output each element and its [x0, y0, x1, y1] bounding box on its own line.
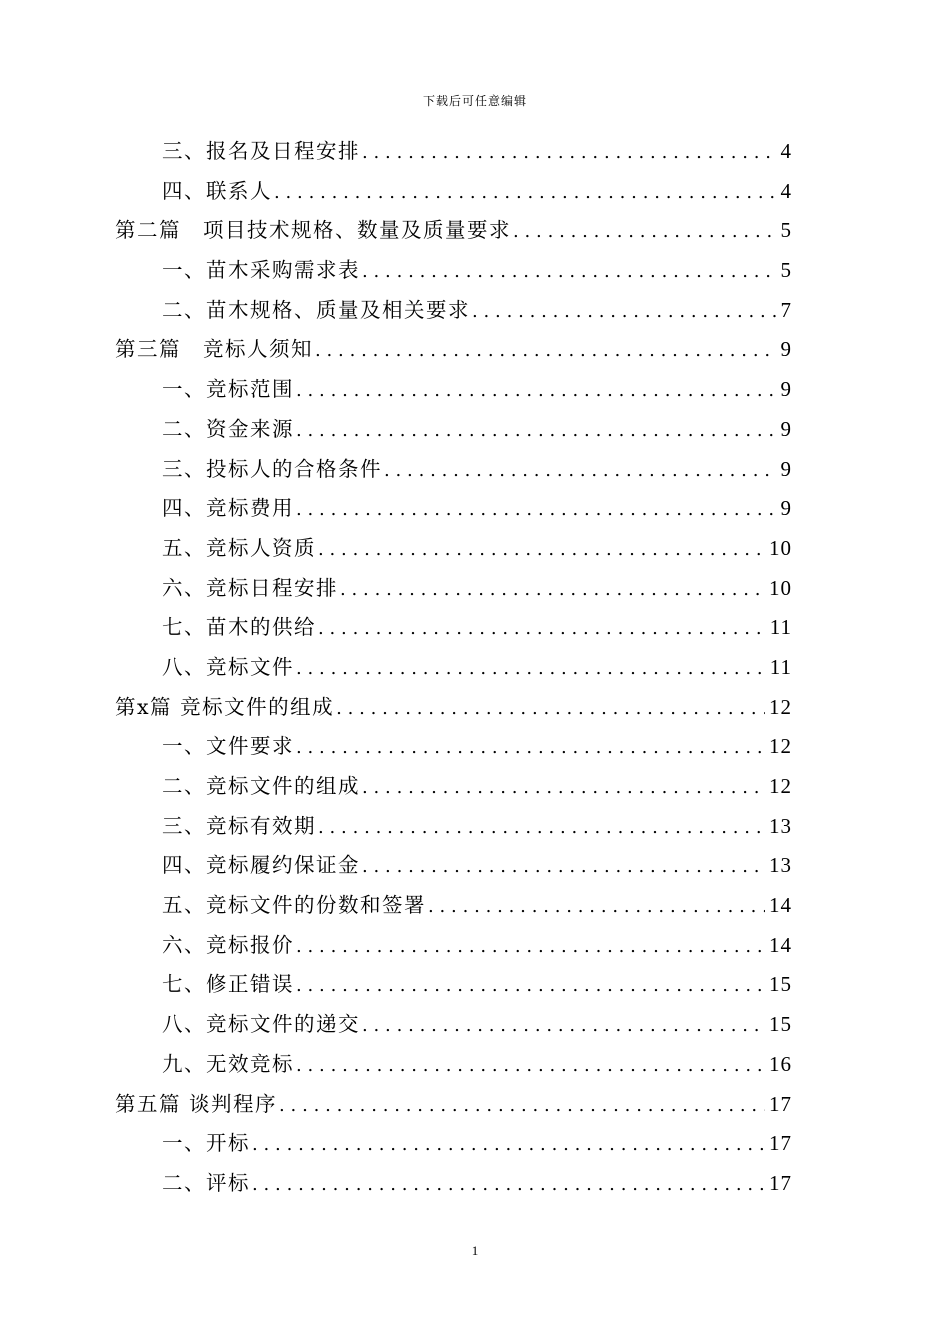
toc-dot-leader: [340, 570, 765, 610]
toc-section-entry[interactable]: [115, 489, 792, 529]
toc-section-entry[interactable]: [115, 1005, 792, 1045]
toc-dot-leader: [384, 451, 777, 491]
toc-entry-title: 六、竞标报价: [162, 932, 294, 957]
toc-section-entry[interactable]: [115, 886, 792, 926]
toc-chapter-entry[interactable]: [115, 688, 792, 728]
toc-chapter-entry[interactable]: [115, 330, 792, 370]
toc-entry-title: 三、投标人的合格条件: [162, 456, 382, 481]
toc-dot-leader: [428, 887, 765, 927]
toc-dot-leader: [296, 649, 766, 689]
toc-dot-leader: [296, 411, 777, 451]
toc-section-entry[interactable]: [115, 172, 792, 212]
toc-entry-page-number: 9: [780, 456, 792, 481]
toc-section-entry[interactable]: [115, 529, 792, 569]
toc-entry-title: 五、竞标人资质: [162, 535, 316, 560]
toc-entry-title: 第三篇 竞标人须知: [115, 337, 313, 362]
toc-dot-leader: [472, 292, 777, 332]
toc-entry-page-number: 12: [769, 694, 792, 719]
toc-entry-page-number: 12: [769, 774, 792, 798]
toc-dot-leader: [362, 252, 777, 292]
toc-dot-leader: [362, 133, 777, 173]
toc-entry-page-number: 17: [769, 1170, 792, 1195]
toc-entry-page-number: 15: [769, 972, 792, 997]
toc-section-entry[interactable]: [115, 1045, 792, 1085]
toc-dot-leader: [296, 927, 765, 967]
toc-section-entry[interactable]: [115, 926, 792, 966]
toc-entry-title: 六、竞标日程安排: [162, 575, 338, 600]
toc-entry-title: 第二篇 项目技术规格、数量及质量要求: [115, 218, 511, 243]
toc-section-entry[interactable]: [115, 1164, 792, 1204]
toc-entry-title: 一、开标: [162, 1131, 250, 1156]
toc-section-entry[interactable]: [115, 1124, 792, 1164]
toc-section-entry[interactable]: [115, 965, 792, 1005]
toc-entry-page-number: 11: [769, 654, 792, 679]
toc-entry-page-number: 14: [769, 893, 792, 918]
toc-entry-title: 三、竞标有效期: [162, 813, 316, 838]
toc-entry-title: 一、竞标范围: [162, 377, 294, 402]
toc-entry-title: 二、竞标文件的组成: [162, 774, 360, 798]
toc-entry-page-number: 13: [769, 853, 792, 878]
toc-dot-leader: [296, 1046, 765, 1086]
toc-entry-page-number: 5: [780, 258, 792, 283]
toc-dot-leader: [274, 173, 777, 213]
toc-entry-page-number: 9: [780, 377, 792, 402]
toc-entry-page-number: 10: [769, 575, 792, 600]
toc-chapter-entry[interactable]: [115, 211, 792, 251]
toc-dot-leader: [296, 371, 777, 411]
toc-dot-leader: [362, 1006, 765, 1046]
table-of-contents: [115, 132, 792, 1204]
toc-dot-leader: [336, 689, 765, 729]
toc-dot-leader: [315, 331, 777, 371]
toc-entry-title: 七、苗木的供给: [162, 615, 316, 640]
toc-section-entry[interactable]: [115, 132, 792, 172]
toc-entry-page-number: 17: [769, 1091, 792, 1116]
toc-entry-page-number: 11: [769, 615, 792, 640]
toc-entry-page-number: 14: [769, 932, 792, 957]
toc-entry-page-number: 9: [780, 416, 792, 441]
toc-entry-page-number: 13: [769, 813, 792, 838]
toc-entry-title: 二、资金来源: [162, 416, 294, 441]
toc-entry-title: 二、苗木规格、质量及相关要求: [162, 297, 470, 322]
toc-entry-page-number: 5: [780, 218, 792, 243]
toc-chapter-entry[interactable]: [115, 1085, 792, 1125]
toc-dot-leader: [362, 768, 765, 808]
toc-entry-title: 七、修正错误: [162, 972, 294, 997]
toc-entry-title: 八、竞标文件的递交: [162, 1012, 360, 1037]
toc-entry-page-number: 9: [780, 496, 792, 521]
toc-entry-title: 四、联系人: [162, 178, 272, 203]
toc-entry-page-number: 10: [769, 535, 792, 560]
toc-entry-page-number: 17: [769, 1131, 792, 1156]
toc-section-entry[interactable]: [115, 450, 792, 490]
toc-entry-page-number: 9: [780, 337, 792, 362]
toc-dot-leader: [252, 1125, 765, 1165]
toc-entry-page-number: 4: [780, 178, 792, 203]
toc-section-entry[interactable]: [115, 807, 792, 847]
toc-entry-page-number: 7: [780, 297, 792, 322]
page-header: 下载后可任意编辑: [422, 94, 527, 108]
toc-entry-page-number: 4: [780, 139, 792, 163]
toc-section-entry[interactable]: [115, 608, 792, 648]
toc-dot-leader: [252, 1165, 765, 1205]
toc-section-entry[interactable]: [115, 291, 792, 331]
toc-section-entry[interactable]: [115, 648, 792, 688]
toc-entry-title: 第五篇 谈判程序: [115, 1091, 278, 1116]
toc-section-entry[interactable]: [115, 846, 792, 886]
toc-entry-page-number: 12: [769, 734, 792, 759]
toc-dot-leader: [318, 609, 766, 649]
toc-section-entry[interactable]: [115, 370, 792, 410]
toc-entry-title: 一、苗木采购需求表: [162, 258, 360, 283]
toc-dot-leader: [513, 212, 777, 252]
toc-entry-page-number: 16: [769, 1051, 792, 1076]
toc-entry-page-number: 15: [769, 1012, 792, 1037]
toc-entry-title: 三、报名及日程安排: [162, 139, 360, 163]
toc-dot-leader: [296, 966, 765, 1006]
toc-dot-leader: [318, 530, 765, 570]
toc-dot-leader: [296, 490, 777, 530]
toc-entry-title: 第x篇 竞标文件的组成: [115, 694, 335, 719]
toc-entry-title: 四、竞标费用: [162, 496, 294, 521]
toc-dot-leader: [296, 728, 765, 768]
page-number: 1: [471, 1243, 479, 1258]
toc-section-entry[interactable]: [115, 410, 792, 450]
toc-entry-title: 五、竞标文件的份数和签署: [162, 893, 426, 918]
toc-entry-title: 四、竞标履约保证金: [162, 853, 360, 878]
toc-entry-title: 九、无效竞标: [162, 1051, 294, 1076]
toc-entry-title: 八、竞标文件: [162, 654, 294, 679]
toc-section-entry[interactable]: [115, 569, 792, 609]
toc-section-entry[interactable]: [115, 251, 792, 291]
toc-entry-title: 二、评标: [162, 1170, 250, 1195]
toc-entry-title: 一、文件要求: [162, 734, 294, 759]
toc-section-entry[interactable]: [115, 727, 792, 767]
toc-section-entry[interactable]: [115, 767, 792, 807]
toc-dot-leader: [279, 1086, 765, 1126]
toc-dot-leader: [362, 847, 765, 887]
toc-dot-leader: [318, 808, 765, 848]
